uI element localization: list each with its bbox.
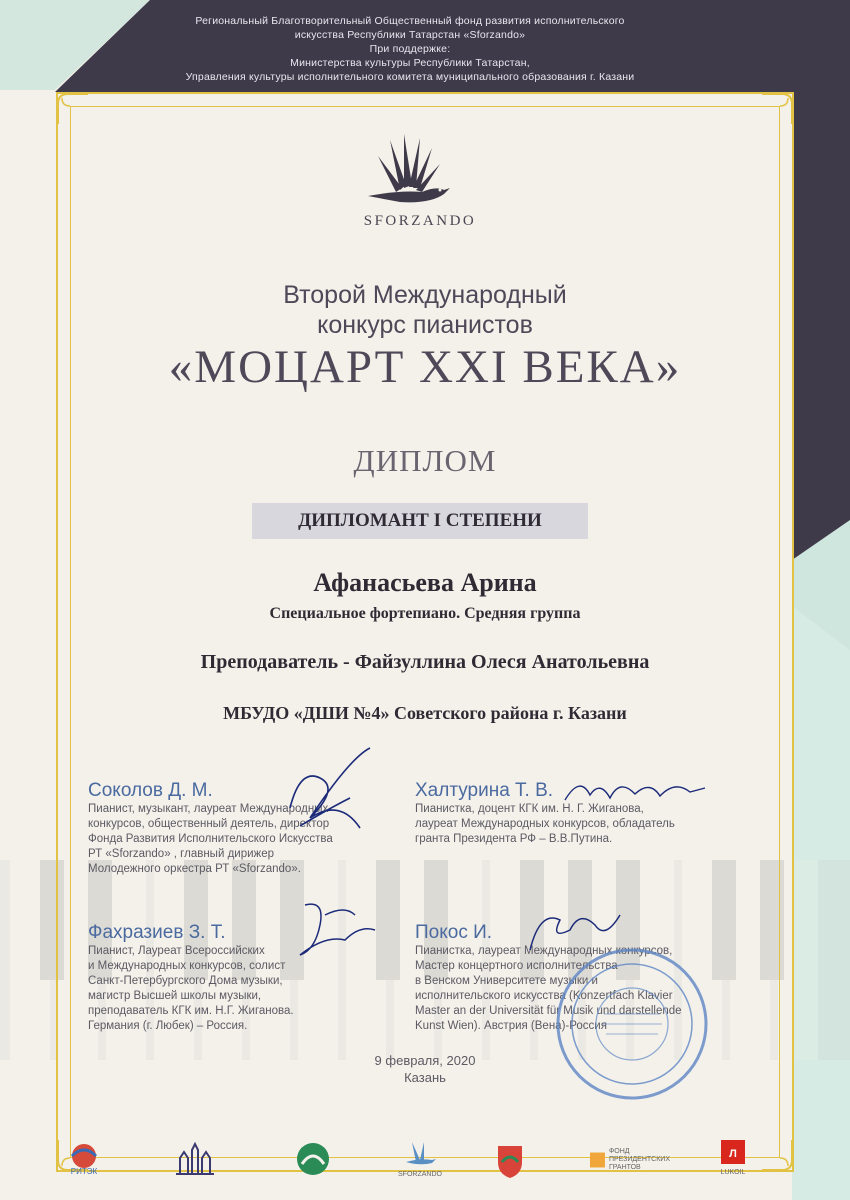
jury-desc-line: конкурсов, общественный деятель, директор xyxy=(88,818,330,830)
issue-info xyxy=(300,1052,550,1086)
jury-desc-line: лауреат Международных конкурсов, обладатель xyxy=(415,818,675,830)
kazan-coat-of-arms-icon xyxy=(490,1140,530,1180)
specialty: Специальное фортепиано. Средняя группа xyxy=(269,605,581,622)
jury-desc-line: Пианист, Лауреат Всероссийских xyxy=(88,945,265,957)
header-line: Министерства культуры Республики Татарстан, xyxy=(290,57,530,69)
kazan-culture-logo-icon xyxy=(172,1140,218,1180)
signature-sokolov xyxy=(280,738,390,838)
sponsor-sforzando xyxy=(385,1140,455,1179)
sponsor-lukoil-text: LUKOIL xyxy=(720,1169,746,1176)
diploma-label: ДИПЛОМ xyxy=(353,443,497,478)
jury-name: Фахразиев З. Т. xyxy=(88,922,226,943)
teacher: Преподаватель - Файзуллина Олеся Анатольевна xyxy=(200,651,650,673)
header-line: искусства Республики Татарстан «Sforzando» xyxy=(294,29,526,41)
corner-ornament-icon xyxy=(760,92,794,126)
jury-name: Халтурина Т. В. xyxy=(415,780,554,801)
ritek-logo-icon xyxy=(66,1140,102,1176)
contest-subtitle-line: Второй Международный xyxy=(283,281,567,309)
sponsor-sforzando-text: SFORZANDO xyxy=(398,1171,442,1178)
jury-desc-line: Пианист, музыкант, лауреат Международных xyxy=(88,803,329,815)
jury-desc-line: РТ «Sforzando» , главный дирижер xyxy=(88,848,275,860)
jury-desc-line: исполнительского искусства (Konzertfach Klavier xyxy=(415,990,673,1002)
official-stamp-icon xyxy=(554,946,710,1102)
logo-text: SFORZANDO xyxy=(363,213,477,229)
jury-desc-line: Мастер концертного исполнительства xyxy=(415,960,618,972)
jury-desc-line: Германия (г. Любек) – Россия. xyxy=(88,1020,248,1032)
jury-desc-line: в Венском Университете музыки и xyxy=(415,975,598,987)
jury-desc-line: Молодежного оркестра РТ «Sforzando». xyxy=(88,863,301,875)
sforzando-small-bird-icon xyxy=(402,1140,438,1166)
jury-name: Покос И. xyxy=(415,922,493,943)
sponsor-logos xyxy=(60,1140,790,1190)
signature-khalturina xyxy=(560,770,710,810)
tatarstan-emblem-icon xyxy=(294,1140,332,1178)
contest-title: «МОЦАРТ XXI ВЕКА» xyxy=(168,341,682,393)
jury-desc-line: преподаватель КГК им. Н.Г. Жиганова. xyxy=(88,1005,294,1017)
header-line: Управления культуры исполнительного комитета муниципального образования г. Казани xyxy=(185,71,635,83)
sponsor-lukoil xyxy=(708,1140,758,1177)
school: МБУДО «ДШИ №4» Советского района г. Казани xyxy=(223,703,627,723)
jury-desc-line: Пианистка, лауреат Международных конкурсов, xyxy=(415,945,673,957)
recipient-name: Афанасьева Арина xyxy=(313,568,537,597)
bird-logo-icon xyxy=(360,130,460,210)
svg-text:Л: Л xyxy=(729,1148,737,1160)
jury-desc-line: и Международных конкурсов, солист xyxy=(88,960,286,972)
lukoil-logo-icon xyxy=(721,1140,745,1164)
organizer-header xyxy=(100,14,720,84)
jury-desc-line: гранта Президента РФ – В.В.Путина. xyxy=(415,833,613,845)
issue-date: 9 февраля, 2020 xyxy=(374,1053,476,1068)
jury-member-fakhraziev xyxy=(88,922,294,1034)
signature-fakhraziev xyxy=(285,895,380,965)
sponsor-presidential-grants xyxy=(590,1148,670,1172)
contest-subtitle-line: конкурс пианистов xyxy=(317,311,533,339)
svg-text:РИТЭК: РИТЭК xyxy=(70,1167,98,1176)
header-line: При поддержке: xyxy=(369,43,451,55)
contest-subtitle xyxy=(100,280,750,340)
header-line: Региональный Благотворительный Общественный фонд развития исполнительского xyxy=(195,15,625,27)
jury-desc-line: Фонда Развития Исполнительского Искусства xyxy=(88,833,333,845)
jury-desc-line: Пианистка, доцент КГК им. Н. Г. Жиганова, xyxy=(415,803,644,815)
jury-desc-line: Master an der Universität für Musik und darstellende xyxy=(415,1005,682,1017)
sponsor-grants-text: ФОНД ПРЕЗИДЕНТСКИХ ГРАНТОВ xyxy=(608,1148,670,1171)
jury-desc-line: Kunst Wien). Австрия (Вена)-Россия xyxy=(415,1020,607,1032)
issue-city: Казань xyxy=(404,1070,446,1085)
degree-badge: ДИПЛОМАНТ I СТЕПЕНИ xyxy=(252,503,588,539)
jury-desc-line: Санкт-Петербургского Дома музыки, xyxy=(88,975,283,987)
jury-desc-line: магистр Высшей школы музыки, xyxy=(88,990,262,1002)
corner-ornament-icon xyxy=(56,92,90,126)
jury-name: Соколов Д. М. xyxy=(88,780,213,801)
grants-logo-icon xyxy=(590,1152,605,1168)
